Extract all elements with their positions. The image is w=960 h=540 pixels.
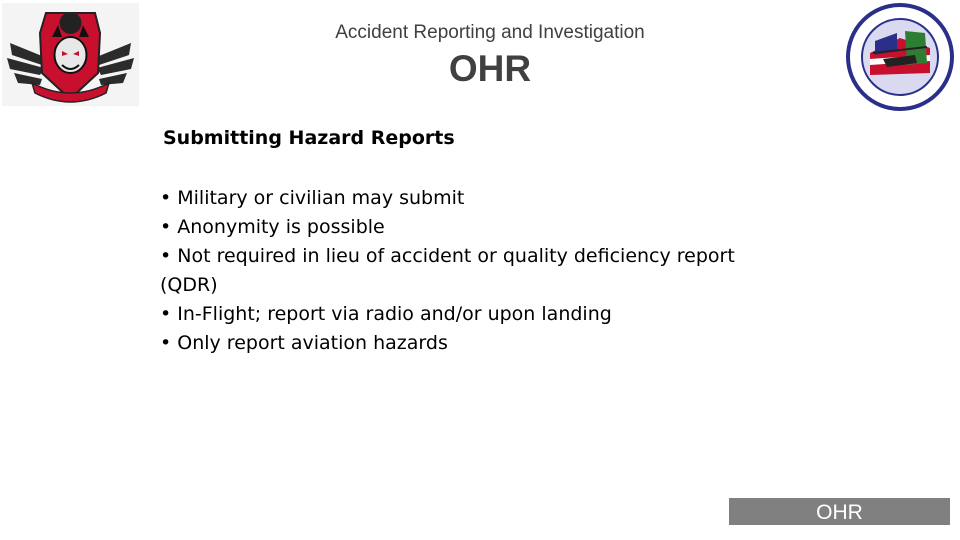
- minnesota-guard-seal-icon: [845, 3, 955, 111]
- section-heading: Submitting Hazard Reports: [163, 127, 455, 149]
- bullet-item: • In-Flight; report via radio and/or upon landing: [160, 303, 612, 325]
- bullet-item: • Anonymity is possible: [160, 216, 385, 238]
- bullet-item: • Only report aviation hazards: [160, 332, 448, 354]
- red-devils-emblem-icon: [2, 3, 139, 106]
- bullet-item: • Military or civilian may submit: [160, 187, 465, 209]
- national-guard-seal: [845, 3, 955, 111]
- footer-badge: OHR: [729, 498, 950, 525]
- bullet-item: • Not required in lieu of accident or quality deficiency report (QDR): [160, 245, 735, 296]
- page-title: OHR: [448, 48, 532, 89]
- bullet-list: [160, 184, 760, 358]
- red-devils-logo: [2, 3, 139, 106]
- presentation-subtitle: Accident Reporting and Investigation: [335, 22, 645, 43]
